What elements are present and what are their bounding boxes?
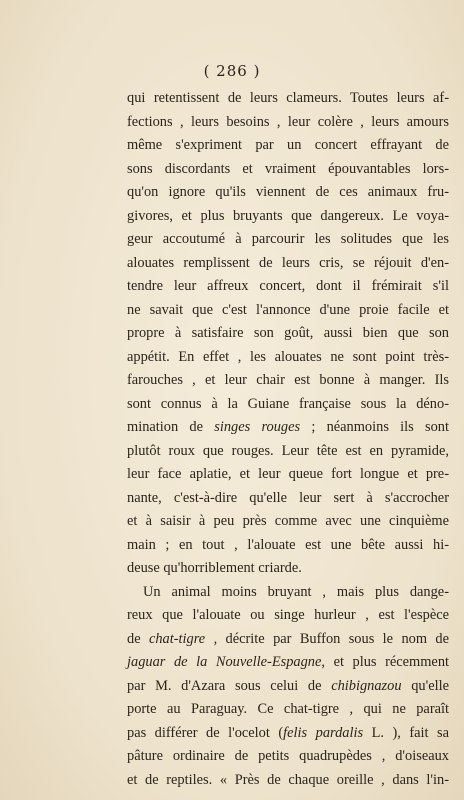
text-run: ; néanmoins ils sont xyxy=(300,419,449,435)
text-line: et à saisir à peu près comme avec une cinquième xyxy=(127,513,449,529)
text-run: par M. d'Azara sous celui de xyxy=(127,677,332,694)
text-line: Un animal moins bruyant , mais plus dange- xyxy=(143,583,449,600)
text-run: qu'elle xyxy=(401,677,449,694)
text-run: L. ), fait sa xyxy=(363,724,449,741)
italic-term: jaguar de la Nouvelle-Espagne xyxy=(127,654,322,670)
text-line: nante, c'est-à-dire qu'elle leur sert à s'accrocher xyxy=(127,489,449,506)
text-line xyxy=(127,416,449,440)
text-line: fections , leurs besoins , leur colère , leurs amours xyxy=(127,113,449,130)
text-line: même s'expriment par un concert effrayant de xyxy=(127,137,449,153)
text-line: ne savait que c'est l'annonce d'une proie facile et xyxy=(127,301,449,318)
text-line: sont connus à la Guiane française sous la déno- xyxy=(127,395,449,412)
text-run: pas différer de l'ocelot ( xyxy=(127,724,284,741)
italic-term: felis pardalis xyxy=(283,724,364,741)
text-line: tendre leur affreux concert, dont il frémirait s'il xyxy=(127,278,449,294)
text-line: farouches , et leur chair est bonne à manger. Ils xyxy=(127,372,449,388)
text-line: appétit. En effet , les alouates ne sont point très- xyxy=(127,348,449,365)
text-run: mination de xyxy=(127,419,215,435)
text-line: reux que l'alouate ou singe hurleur , est l'espèce xyxy=(127,607,449,623)
page-number: ( 286 ) xyxy=(203,62,261,80)
text-line: geur accoutumé à parcourir les solitudes que les xyxy=(127,231,449,247)
text-line: propre à satisfaire son goût, aussi bien que son xyxy=(127,325,449,341)
text-line: sons discordants et vraiment épouvantables lors- xyxy=(127,160,449,177)
body-text xyxy=(127,87,449,792)
text-line: et de reptiles. « Près de chaque oreille , dans l'in- xyxy=(127,771,449,788)
text-line: qu'on ignore qu'ils viennent de ces animaux fru- xyxy=(127,184,449,200)
text-run: , et plus récemment xyxy=(321,654,450,670)
text-line: porte au Paraguay. Ce chat-tigre , qui ne paraît xyxy=(127,701,449,717)
text-line: deuse qu'horriblement criarde. xyxy=(127,560,302,576)
text-line xyxy=(127,722,449,746)
text-line: pâture ordinaire de petits quadrupèdes , d'oiseaux xyxy=(127,748,449,764)
text-line: alouates remplissent de leurs cris, se réjouit d'en- xyxy=(127,254,449,271)
text-line: qui retentissent de leurs clameurs. Toutes leurs af- xyxy=(127,90,449,106)
italic-term: singes rouges xyxy=(214,419,301,435)
italic-term: chat-tigre xyxy=(148,630,206,647)
text-line xyxy=(127,628,449,652)
text-run: , décrite par Buffon sous le nom de xyxy=(205,630,449,647)
text-line: plutôt roux que rouges. Leur tête est en pyramide, xyxy=(127,442,449,459)
text-run: de xyxy=(127,630,149,647)
text-line: main ; en tout , l'alouate est une bête aussi hi- xyxy=(127,536,449,553)
text-line xyxy=(127,675,449,699)
text-line xyxy=(127,651,449,675)
italic-term: chibignazou xyxy=(331,677,402,694)
text-line: givores, et plus bruyants que dangereux. Le voya- xyxy=(127,207,449,224)
text-line: leur face aplatie, et leur queue fort longue et pre- xyxy=(127,466,449,482)
